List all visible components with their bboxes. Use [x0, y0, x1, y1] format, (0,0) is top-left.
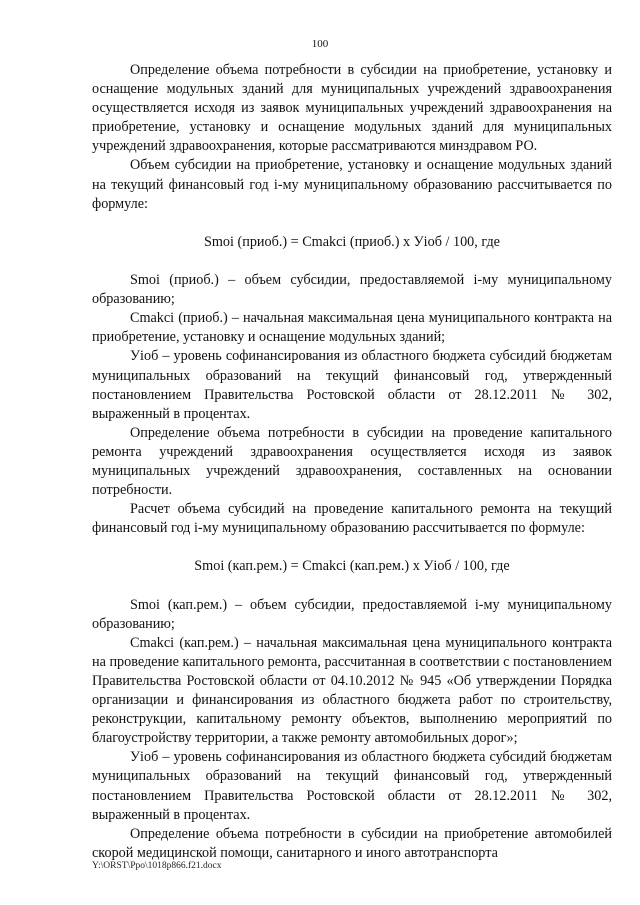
formula-capital-repair: Smoi (кап.рем.) = Cmakci (кап.рем.) х Уiоб / 100, где: [194, 558, 510, 575]
footer-file-path: Y:\ORST\Ppo\1018p866.f21.docx: [92, 861, 222, 871]
document-body: [92, 61, 612, 863]
paragraph-uiob-acquisition: Уiоб – уровень софинансирования из областного бюджета субсидий бюджетам муниципальных образований на текущий финансовый год, утвержденный постановлением Правительства Ростовской области от 28.12.2011 № 302, выраженный в процентах.: [92, 348, 612, 422]
formula-acquisition: Smoi (приоб.) = Cmakci (приоб.) х Уiоб / 100, где: [204, 233, 500, 250]
paragraph-needs-ambulances: Определение объема потребности в субсидии на приобретение автомобилей скорой медицинской помощи, санитарного и иного автотранспорта: [92, 825, 612, 861]
page-number: 100: [311, 38, 329, 50]
paragraph-smoi-capital-repair: Smoi (кап.рем.) – объем субсидии, предоставляемой i-му муниципальному образованию;: [92, 596, 612, 632]
paragraph-capital-repair-intro: Расчет объема субсидий на проведение капитального ремонта на текущий финансовый год i-му муниципальному образованию рассчитывается по формуле:: [92, 501, 612, 537]
paragraph-cmakci-acquisition: Cmakci (приоб.) – начальная максимальная цена муниципального контракта на приобретение, установку и оснащение модульных зданий;: [92, 310, 612, 346]
paragraph-uiob-capital-repair: Уiоб – уровень софинансирования из областного бюджета субсидий бюджетам муниципальных образований на текущий финансовый год, утвержденный постановлением Правительства Ростовской области от 28.12.2011 № 302, выраженный в процентах.: [92, 749, 612, 823]
paragraph-needs-modular-buildings: Определение объема потребности в субсидии на приобретение, установку и оснащение модульных зданий для муниципальных учреждений здравоохранения осуществляется исходя из заявок муниципальных учреждений здравоохранения на приобретение, установку и оснащение модульных зданий для муниципальных учреждений здравоохранения, которые рассматриваются минздравом РО.: [92, 62, 612, 155]
paragraph-cmakci-capital-repair: Cmakci (кап.рем.) – начальная максимальная цена муниципального контракта на проведение капитального ремонта, рассчитанная в соответствии с постановлением Правительства Ростовской области от 04.10.2012 № 945 «Об утверждении Порядка организации и финансирования из областного бюджета работ по строительству, реконструкции, капитальному ремонту объектов, выполнению мероприятий по благоустройству территории, а также ремонту автомобильных дорог»;: [92, 634, 612, 747]
paragraph-smoi-acquisition: Smoi (приоб.) – объем субсидии, предоставляемой i-му муниципальному образованию;: [92, 272, 612, 308]
paragraph-needs-capital-repair: Определение объема потребности в субсидии на проведение капитального ремонта учреждений здравоохранения осуществляется исходя из заявок муниципальных учреждений здравоохранения, составленных на основании потребности.: [92, 424, 612, 499]
paragraph-subsidy-modular-intro: Объем субсидии на приобретение, установку и оснащение модульных зданий на текущий финансовый год i-му муниципальному образованию рассчитывается по формуле:: [92, 157, 612, 212]
